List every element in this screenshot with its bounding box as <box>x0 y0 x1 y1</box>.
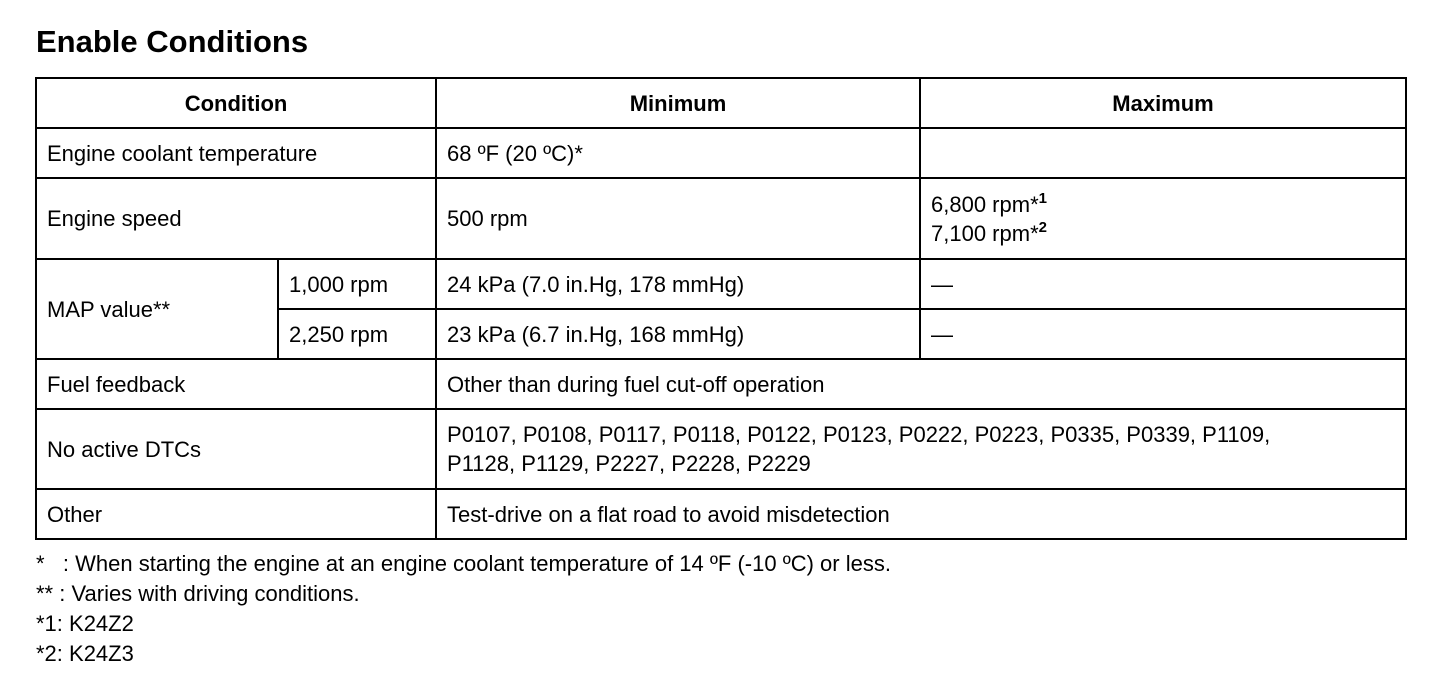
footnote: ** : Varies with driving conditions. <box>36 581 360 606</box>
table-header-row <box>36 78 1406 128</box>
table-row <box>36 409 1406 489</box>
value-cell: Other than during fuel cut-off operation <box>436 359 1406 409</box>
footnote-marker: 2 <box>1038 218 1047 236</box>
footnote-marker: 1 <box>1038 189 1047 207</box>
footnote: *2: K24Z3 <box>36 641 134 666</box>
maximum-value-text: 7,100 rpm* <box>931 220 1039 246</box>
condition-cell: No active DTCs <box>36 409 436 489</box>
header-minimum: Minimum <box>436 78 920 128</box>
condition-cell: Engine speed <box>36 178 436 259</box>
condition-cell: MAP value** <box>36 259 278 359</box>
table-row <box>36 359 1406 409</box>
header-maximum: Maximum <box>920 78 1406 128</box>
header-condition: Condition <box>36 78 436 128</box>
maximum-value-line <box>931 190 1395 219</box>
table-row <box>36 178 1406 259</box>
condition-cell: Other <box>36 489 436 539</box>
minimum-cell: 68 ºF (20 ºC)* <box>436 128 920 178</box>
minimum-cell: 23 kPa (6.7 in.Hg, 168 mmHg) <box>436 309 920 359</box>
page-title: Enable Conditions <box>36 24 309 59</box>
rpm-cell: 1,000 rpm <box>278 259 436 309</box>
minimum-cell: 500 rpm <box>436 178 920 259</box>
maximum-cell <box>920 178 1406 259</box>
table-row <box>36 489 1406 539</box>
footnote: * : When starting the engine at an engine coolant temperature of 14 ºF (-10 ºC) or less. <box>36 551 891 576</box>
table-row <box>36 259 1406 309</box>
footnote: *1: K24Z2 <box>36 611 134 636</box>
dtc-list-line: P1128, P1129, P2227, P2228, P2229 <box>447 451 811 476</box>
maximum-value-text: 6,800 rpm* <box>931 191 1039 217</box>
footnotes <box>36 549 891 669</box>
maximum-cell: — <box>920 259 1406 309</box>
value-cell: Test-drive on a flat road to avoid misdetection <box>436 489 1406 539</box>
minimum-cell: 24 kPa (7.0 in.Hg, 178 mmHg) <box>436 259 920 309</box>
rpm-cell: 2,250 rpm <box>278 309 436 359</box>
maximum-cell: — <box>920 309 1406 359</box>
maximum-cell <box>920 128 1406 178</box>
value-cell <box>436 409 1406 489</box>
dtc-list-line: P0107, P0108, P0117, P0118, P0122, P0123, P0222, P0223, P0335, P0339, P1109, <box>447 422 1271 447</box>
table-row <box>36 128 1406 178</box>
maximum-value-line <box>931 219 1395 248</box>
enable-conditions-table <box>35 77 1407 540</box>
condition-cell: Fuel feedback <box>36 359 436 409</box>
condition-cell: Engine coolant temperature <box>36 128 436 178</box>
